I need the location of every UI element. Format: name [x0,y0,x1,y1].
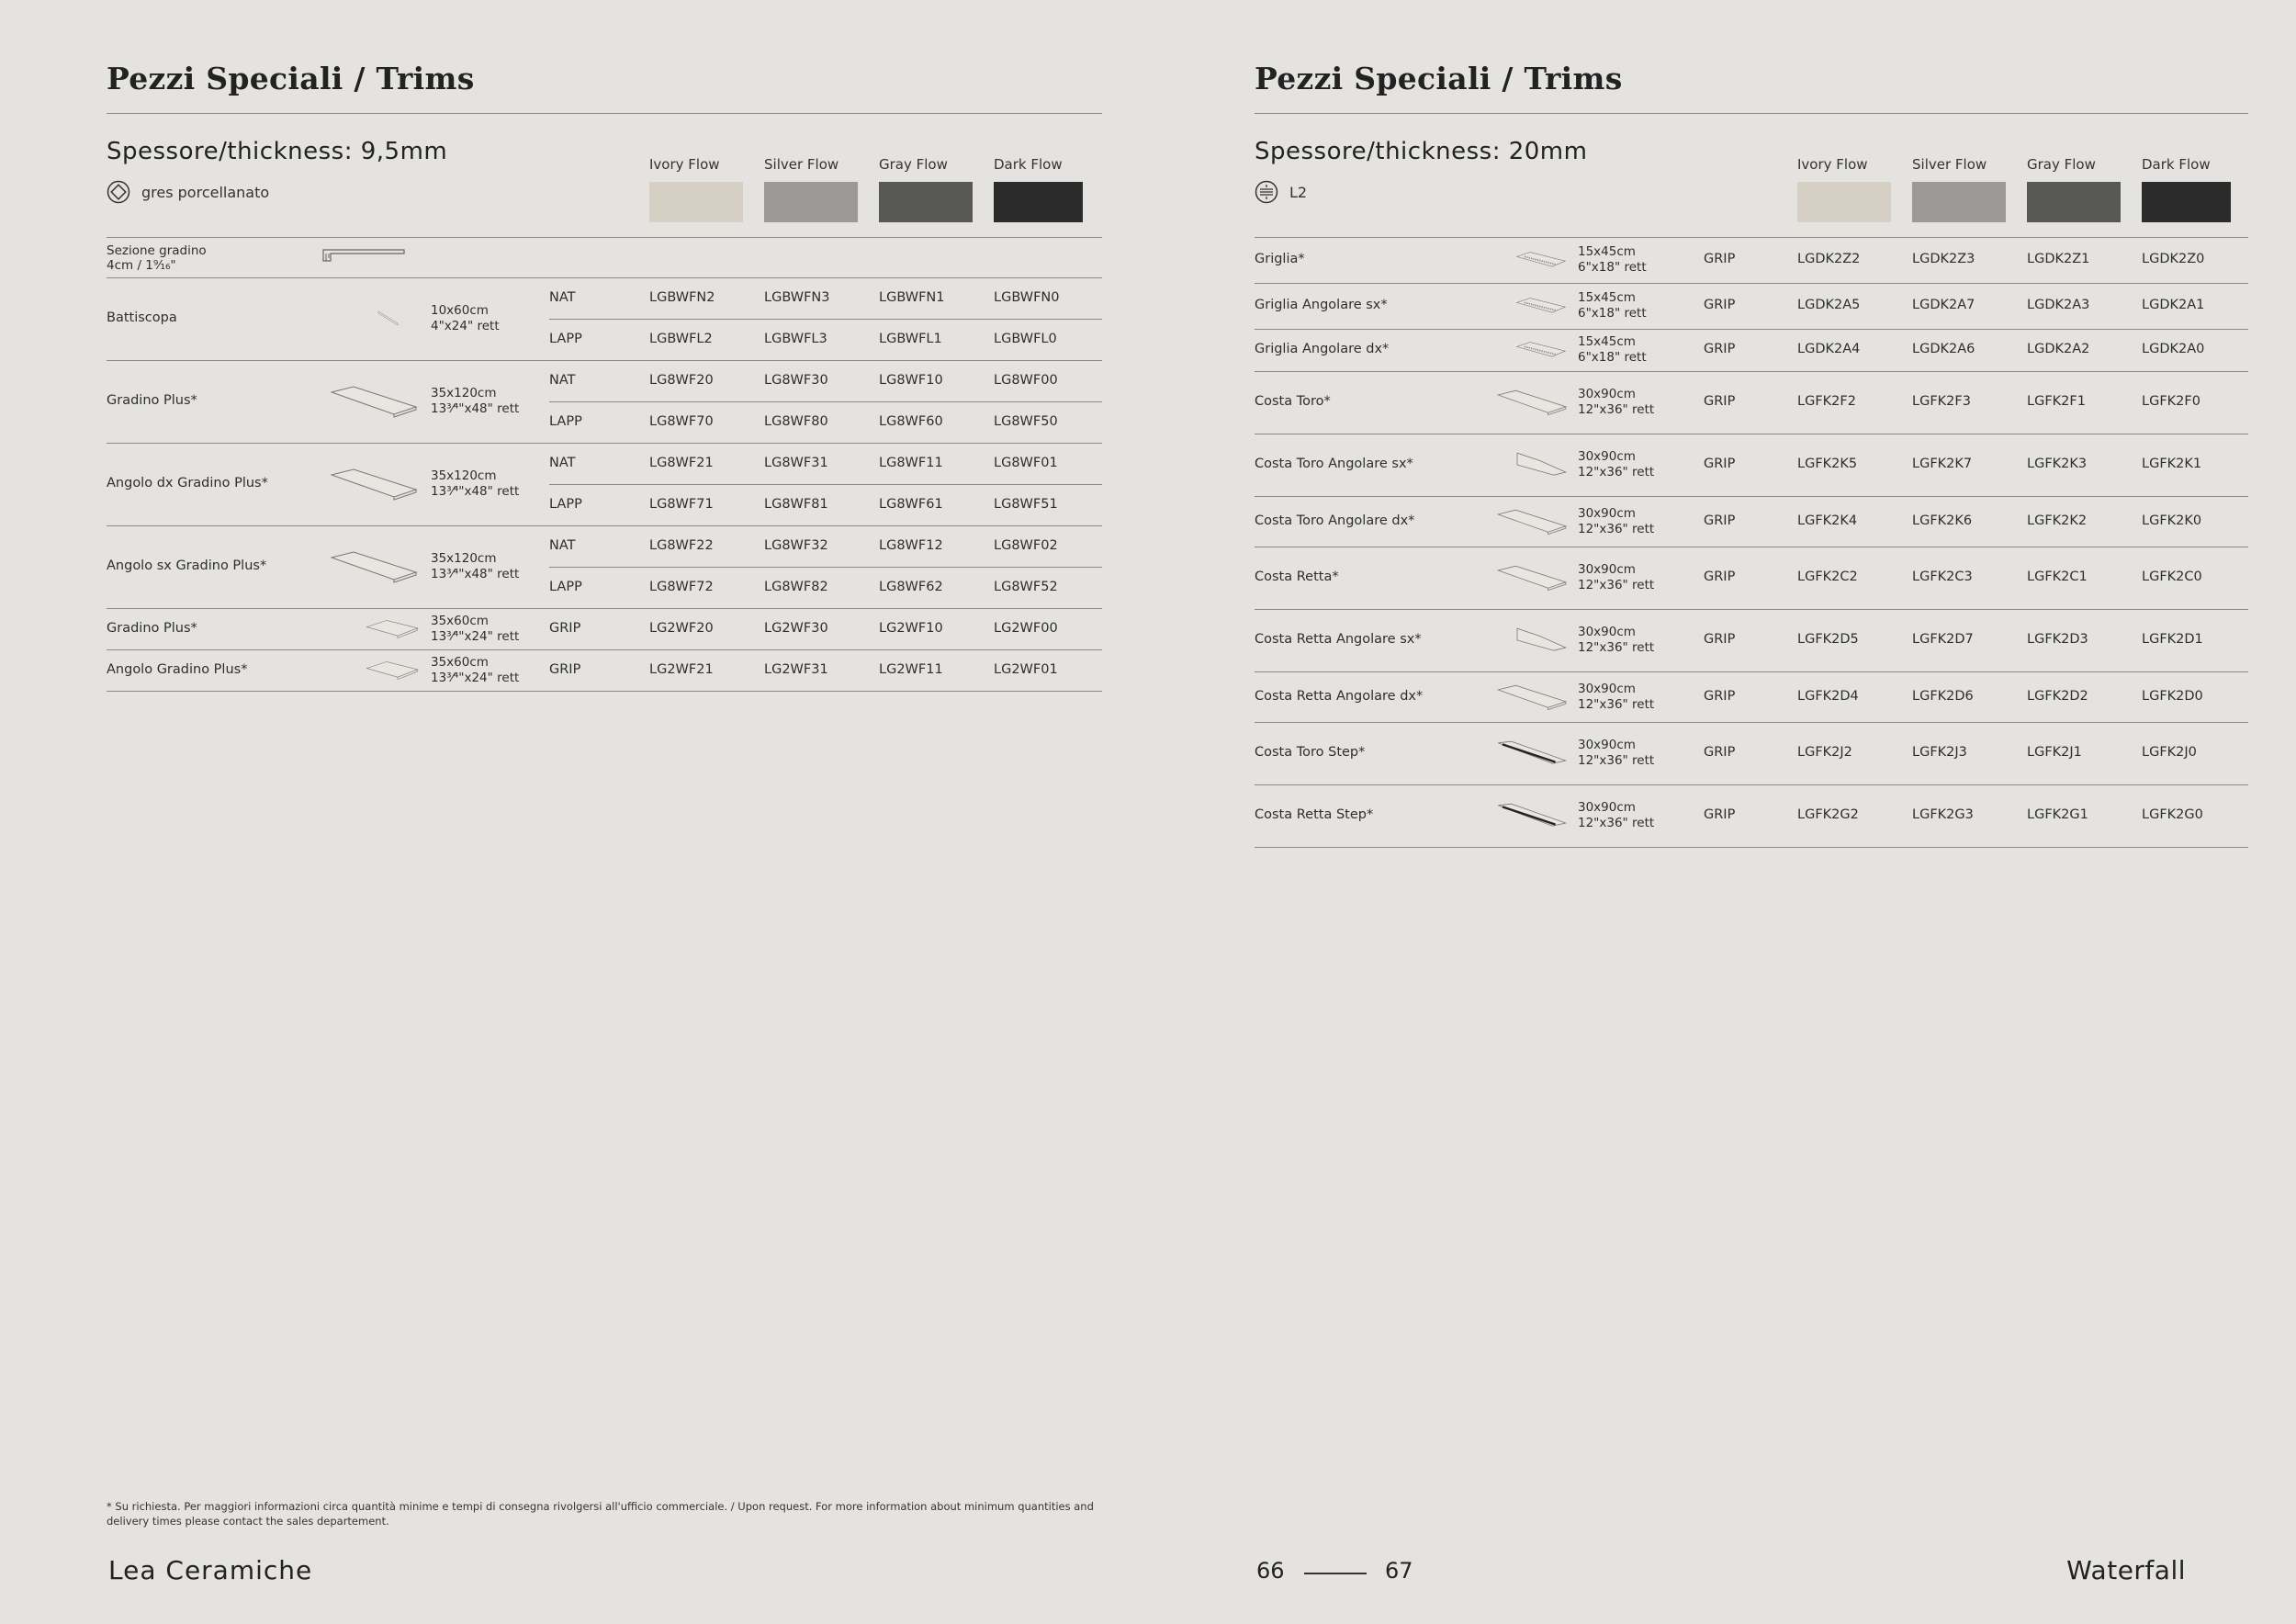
product-code: LGDK2A0 [2142,342,2205,356]
size-imperial: 12"x36" rett [1578,640,1655,655]
trim-illustration [1495,622,1569,659]
product-code: LGFK2D7 [1912,632,1974,647]
size-imperial: 12"x36" rett [1578,816,1655,830]
product-code: LGBWFN3 [764,289,830,305]
size-imperial: 6"x18" rett [1578,260,1647,275]
product-code: LG8WF50 [994,413,1058,429]
product-code: LGFK2J1 [2027,745,2082,760]
page-number-divider [1304,1573,1367,1574]
size-metric: 15x45cm [1578,334,1636,349]
footnote: * Su richiesta. Per maggiori informazioni circa quantità minime e tempi di consegna rivolgersi all'ufficio commerciale. / Upon request. For more information about minimum quantities and delivery times please contact the sales departement. [107,1500,1094,1528]
product-code: LGFK2K1 [2142,457,2202,471]
trim-illustration [1495,797,1569,834]
sub-row-divider [549,484,1102,485]
product-code: LGFK2D0 [2142,688,2203,704]
trim-illustration [328,383,420,420]
product-code: LGFK2F1 [2027,394,2086,409]
color-name: Ivory Flow [1797,156,1868,173]
size-imperial: 13³⁄⁴"x48" rett [431,484,520,499]
finish-label: GRIP [1704,513,1736,528]
trim-illustration [365,615,420,643]
trim-row [1255,671,2248,722]
product-code: LG2WF01 [994,661,1058,677]
trim-name: Costa Retta Step* [1255,807,1374,822]
row-divider [1255,847,2248,848]
product-code: LG8WF81 [764,496,828,512]
product-code: LG8WF20 [649,372,714,388]
product-code: LGBWFN2 [649,289,715,305]
product-code: LGBWFN0 [994,289,1060,305]
finish-label: GRIP [1704,745,1736,760]
trim-illustration [374,305,420,333]
product-code: LGFK2G1 [2027,807,2088,822]
product-code: LGDK2Z2 [1797,252,1861,266]
trim-name: Griglia* [1255,252,1305,266]
size-metric: 15x45cm [1578,244,1636,259]
trim-row [1255,329,2248,371]
product-code: LGFK2D6 [1912,688,1974,704]
size-imperial: 12"x36" rett [1578,402,1655,417]
circled-diamond-icon [107,180,130,204]
finish-label: LAPP [549,413,582,429]
color-swatch [994,182,1083,222]
trim-illustration [1495,735,1569,772]
size-metric: 35x120cm [431,551,497,566]
trim-size [431,614,519,645]
color-swatch [764,182,858,222]
sub-row-divider [549,567,1102,568]
product-code: LGFK2K5 [1797,457,1858,471]
product-code: LGFK2J0 [2142,745,2197,760]
page-title: Pezzi Speciali / Trims [1255,61,1623,96]
title-divider [107,113,1102,114]
product-code: LG8WF32 [764,537,828,553]
trim-size [1578,387,1654,418]
finish-label: GRIP [1704,570,1736,584]
product-code: LGDK2A7 [1912,298,1975,312]
section-label [107,243,207,273]
product-code: LGFK2K3 [2027,457,2088,471]
product-code: LGFK2K6 [1912,513,1973,528]
trim-group [107,277,1102,360]
color-name: Dark Flow [994,156,1063,173]
finish-label: GRIP [1704,298,1736,312]
product-code: LG2WF20 [649,620,714,636]
product-code: LGFK2F3 [1912,394,1971,409]
trim-size [1578,334,1647,366]
trim-group [107,649,1102,691]
size-imperial: 12"x36" rett [1578,521,1655,536]
left-page [107,0,1102,1624]
step-section-illustration [321,246,406,265]
color-swatch [1912,182,2006,222]
size-metric: 35x120cm [431,468,497,483]
product-code: LG8WF02 [994,537,1058,553]
trim-name: Battiscopa [107,310,177,325]
size-imperial: 4"x24" rett [431,319,500,333]
trim-size [1578,562,1654,593]
trim-illustration [328,548,420,585]
product-code: LG8WF62 [879,579,943,594]
product-code: LGBWFL1 [879,331,942,346]
size-imperial: 13³⁄⁴"x24" rett [431,628,520,644]
product-code: LG8WF12 [879,537,943,553]
finish-label: LAPP [549,579,582,594]
circled-layers-icon [1255,180,1278,204]
trim-row [1255,237,2248,283]
product-code: LGFK2G3 [1912,807,1974,822]
trim-illustration [1514,294,1569,318]
finish-label: LAPP [549,331,582,346]
finish-label: GRIP [1704,688,1736,704]
trim-name: Costa Toro Step* [1255,745,1366,760]
trim-size [1578,738,1654,769]
color-swatch [2142,182,2231,222]
trim-name: Costa Retta Angolare sx* [1255,632,1422,647]
product-code: LGFK2C3 [1912,570,1973,584]
product-code: LGFK2D1 [2142,632,2203,647]
product-code: LG2WF00 [994,620,1058,636]
product-code: LG2WF21 [649,661,714,677]
product-code: LGBWFL0 [994,331,1057,346]
trim-group [107,608,1102,649]
size-imperial: 6"x18" rett [1578,350,1647,365]
size-metric: 30x90cm [1578,738,1636,752]
material-label: L2 [1289,183,1308,201]
size-imperial: 13³⁄⁴"x24" rett [431,670,520,685]
finish-label: LAPP [549,496,582,512]
product-code: LGFK2D5 [1797,632,1859,647]
trim-name: Costa Toro* [1255,394,1331,409]
product-code: LGFK2F2 [1797,394,1856,409]
product-code: LG8WF10 [879,372,943,388]
trim-illustration [1495,446,1569,483]
trim-name: Angolo sx Gradino Plus* [107,558,267,573]
color-swatch [879,182,973,222]
product-code: LG8WF21 [649,455,714,470]
trim-name: Gradino Plus* [107,620,197,636]
product-code: LGDK2A2 [2027,342,2090,356]
trim-illustration [1514,248,1569,272]
trim-name: Costa Retta* [1255,570,1339,584]
trim-group [107,443,1102,525]
product-code: LG8WF71 [649,496,714,512]
product-code: LG8WF51 [994,496,1058,512]
section-label-line2: 4cm / 1⁹⁄₁₆" [107,258,176,273]
color-name: Dark Flow [2142,156,2211,173]
thickness-label: Spessore/thickness: 20mm [1255,138,1588,165]
brand-logo: Lea Ceramiche [108,1555,313,1585]
trim-row [1255,434,2248,496]
product-code: LGDK2Z0 [2142,252,2205,266]
trim-size [431,655,519,686]
trim-size [431,386,519,417]
product-code: LGFK2K7 [1912,457,1973,471]
trim-row [1255,283,2248,329]
page-title: Pezzi Speciali / Trims [107,61,475,96]
product-code: LGBWFL2 [649,331,713,346]
product-code: LG2WF10 [879,620,943,636]
trim-name: Costa Toro Angolare dx* [1255,513,1415,528]
product-code: LGFK2J2 [1797,745,1852,760]
product-code: LG8WF52 [994,579,1058,594]
color-name: Silver Flow [764,156,839,173]
size-imperial: 12"x36" rett [1578,753,1655,768]
finish-label: GRIP [1704,807,1736,822]
product-code: LGFK2D4 [1797,688,1859,704]
table-top-rule [107,237,1102,238]
trim-size [1578,625,1654,656]
product-code: LGFK2C0 [2142,570,2202,584]
page-number-left: 66 [1256,1558,1285,1584]
trim-row [1255,722,2248,784]
trim-size [1578,682,1654,713]
trim-illustration [1495,679,1569,716]
size-metric: 30x90cm [1578,681,1636,696]
size-metric: 30x90cm [1578,449,1636,464]
size-metric: 30x90cm [1578,505,1636,521]
product-code: LG8WF01 [994,455,1058,470]
product-code: LGDK2A4 [1797,342,1861,356]
finish-label: GRIP [549,620,581,636]
size-metric: 35x120cm [431,386,497,400]
size-metric: 10x60cm [431,303,489,318]
product-code: LG2WF31 [764,661,828,677]
product-code: LGFK2D2 [2027,688,2088,704]
trim-size [1578,800,1654,831]
product-code: LGFK2D3 [2027,632,2088,647]
product-code: LG8WF31 [764,455,828,470]
size-metric: 30x90cm [1578,387,1636,401]
finish-label: NAT [549,537,576,553]
finish-label: GRIP [1704,632,1736,647]
series-name: Waterfall [2066,1555,2186,1585]
size-metric: 35x60cm [431,654,489,670]
product-code: LGDK2A1 [2142,298,2205,312]
product-code: LGFK2F0 [2142,394,2200,409]
product-code: LGFK2G2 [1797,807,1859,822]
color-name: Gray Flow [2027,156,2096,173]
size-metric: 35x60cm [431,613,489,628]
trim-size [1578,449,1654,480]
finish-label: GRIP [549,661,581,677]
trim-row [1255,609,2248,671]
finish-label: NAT [549,289,576,305]
color-name: Ivory Flow [649,156,720,173]
finish-label: GRIP [1704,394,1736,409]
product-code: LG8WF80 [764,413,828,429]
trim-group [107,525,1102,608]
trim-row [1255,371,2248,434]
trim-illustration [1495,503,1569,540]
section-label-line1: Sezione gradino [107,243,207,258]
product-code: LGFK2K0 [2142,513,2202,528]
material-line [1255,179,1307,205]
product-code: LG8WF82 [764,579,828,594]
product-code: LGFK2K2 [2027,513,2088,528]
product-code: LG8WF30 [764,372,828,388]
size-metric: 30x90cm [1578,625,1636,639]
product-code: LGDK2A6 [1912,342,1975,356]
finish-label: GRIP [1704,457,1736,471]
finish-label: GRIP [1704,252,1736,266]
size-imperial: 6"x18" rett [1578,306,1647,321]
size-imperial: 13³⁄⁴"x48" rett [431,567,520,581]
trim-name: Griglia Angolare dx* [1255,342,1390,356]
trim-name: Angolo dx Gradino Plus* [107,476,268,491]
product-code: LG8WF70 [649,413,714,429]
page-number-right: 67 [1385,1558,1413,1584]
product-code: LGBWFL3 [764,331,827,346]
color-swatch [2027,182,2121,222]
product-code: LGFK2C2 [1797,570,1858,584]
size-metric: 15x45cm [1578,290,1636,305]
color-swatch [649,182,743,222]
trim-row [1255,547,2248,609]
trim-illustration [365,657,420,684]
trim-size [431,303,500,334]
row-divider [107,691,1102,692]
trim-illustration [328,466,420,502]
title-divider [1255,113,2248,114]
finish-label: GRIP [1704,342,1736,356]
product-code: LGDK2A5 [1797,298,1861,312]
product-code: LG2WF11 [879,661,943,677]
product-code: LGDK2Z3 [1912,252,1975,266]
product-code: LGBWFN1 [879,289,945,305]
thickness-label: Spessore/thickness: 9,5mm [107,138,448,165]
trim-name: Griglia Angolare sx* [1255,298,1388,312]
product-code: LG8WF00 [994,372,1058,388]
material-line [107,179,269,205]
color-name: Silver Flow [1912,156,1987,173]
sub-row-divider [549,401,1102,402]
trim-illustration [1495,559,1569,596]
trim-size [1578,290,1647,321]
trim-size [1578,506,1654,537]
trim-size [431,468,519,500]
product-code: LGFK2K4 [1797,513,1858,528]
trim-size [431,551,519,582]
trim-name: Gradino Plus* [107,393,197,408]
size-metric: 30x90cm [1578,562,1636,577]
right-page [1255,0,2248,1624]
product-code: LG8WF61 [879,496,943,512]
finish-label: NAT [549,455,576,470]
size-imperial: 12"x36" rett [1578,578,1655,592]
trim-name: Costa Retta Angolare dx* [1255,688,1424,704]
product-code: LGFK2J3 [1912,745,1967,760]
product-code: LG2WF30 [764,620,828,636]
product-code: LGDK2Z1 [2027,252,2090,266]
trim-row [1255,784,2248,847]
sub-row-divider [549,319,1102,320]
finish-label: NAT [549,372,576,388]
product-code: LG8WF60 [879,413,943,429]
trim-group [107,360,1102,443]
trim-name: Costa Toro Angolare sx* [1255,457,1413,471]
product-code: LG8WF22 [649,537,714,553]
product-code: LG8WF11 [879,455,943,470]
trim-illustration [1495,384,1569,421]
size-imperial: 12"x36" rett [1578,696,1655,712]
product-code: LGFK2G0 [2142,807,2203,822]
color-swatch [1797,182,1891,222]
trim-size [1578,244,1647,276]
trim-name: Angolo Gradino Plus* [107,661,248,677]
size-metric: 30x90cm [1578,800,1636,815]
material-label: gres porcellanato [141,183,270,201]
product-code: LGFK2C1 [2027,570,2088,584]
product-code: LG8WF72 [649,579,714,594]
trim-row [1255,496,2248,547]
product-code: LGDK2A3 [2027,298,2090,312]
size-imperial: 12"x36" rett [1578,465,1655,479]
color-name: Gray Flow [879,156,948,173]
size-imperial: 13³⁄⁴"x48" rett [431,401,520,416]
trim-illustration [1514,338,1569,362]
